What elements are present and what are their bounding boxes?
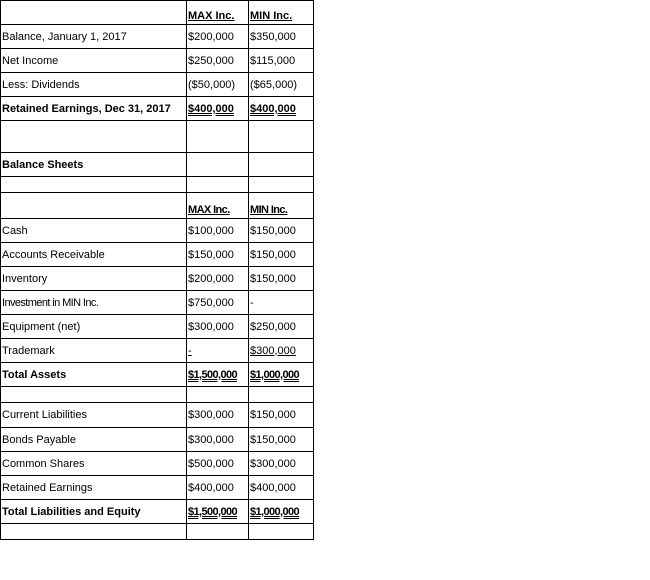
bs-asset-row	[0, 243, 314, 267]
bs-total-min: $1,000,000	[249, 363, 314, 386]
bs-row-min: $150,000	[249, 267, 314, 290]
bs-row-label: Accounts Receivable	[0, 243, 187, 266]
blank-cell	[249, 387, 314, 402]
blank-row	[0, 121, 314, 153]
bs-row-label: Inventory	[0, 267, 187, 290]
bs-liab-row	[0, 476, 314, 500]
re-row-balance-jan	[0, 25, 314, 49]
bs-row-min: -	[249, 291, 314, 314]
bs-row-min: $150,000	[249, 403, 314, 427]
bs-row-min: $150,000	[249, 219, 314, 242]
blank-cell	[249, 177, 314, 192]
bs-row-max: $200,000	[187, 267, 249, 290]
blank-cell	[187, 121, 249, 152]
bs-row-min: $250,000	[249, 315, 314, 338]
blank-cell	[0, 524, 187, 539]
bs-row-label: Trademark	[0, 339, 187, 362]
bs-asset-row	[0, 339, 314, 363]
bs-row-max: $100,000	[187, 219, 249, 242]
bs-header-min: MIN Inc.	[249, 193, 314, 218]
bs-row-min: $150,000	[249, 243, 314, 266]
re-row-ending-balance	[0, 97, 314, 121]
bs-liab-row	[0, 428, 314, 452]
bs-title: Balance Sheets	[0, 153, 187, 176]
bs-liab-row	[0, 452, 314, 476]
re-header-row	[0, 0, 314, 25]
blank-cell	[187, 177, 249, 192]
bs-row-label: Investment in MIN Inc.	[0, 291, 187, 314]
blank-cell	[187, 153, 249, 176]
bs-row-label: Retained Earnings	[0, 476, 187, 499]
bs-row-min: $150,000	[249, 428, 314, 451]
bs-row-min: $300,000	[249, 339, 314, 362]
bs-header-max: MAX Inc.	[187, 193, 249, 218]
bs-row-max: $500,000	[187, 452, 249, 475]
re-row-label: Retained Earnings, Dec 31, 2017	[0, 97, 187, 120]
re-row-max: $200,000	[187, 25, 249, 48]
blank-cell	[187, 524, 249, 539]
bs-row-max: $750,000	[187, 291, 249, 314]
blank-cell	[0, 387, 187, 402]
blank-cell	[187, 387, 249, 402]
blank-cell	[0, 177, 187, 192]
re-row-min: $115,000	[249, 49, 314, 72]
re-row-max: $400,000	[187, 97, 249, 120]
bs-row-max: $300,000	[187, 428, 249, 451]
bs-row-max: $150,000	[187, 243, 249, 266]
re-row-dividends	[0, 73, 314, 97]
bs-row-label: Cash	[0, 219, 187, 242]
re-row-max: ($50,000)	[187, 73, 249, 96]
bs-row-min: $400,000	[249, 476, 314, 499]
re-header-min: MIN Inc.	[249, 1, 314, 24]
bs-title-row	[0, 153, 314, 177]
re-header-label-cell	[0, 1, 187, 24]
re-header-max: MAX Inc.	[187, 1, 249, 24]
bs-row-label: Common Shares	[0, 452, 187, 475]
blank-cell	[0, 121, 187, 152]
bs-total-liab-row	[0, 500, 314, 524]
bs-asset-row	[0, 291, 314, 315]
bs-row-label: Equipment (net)	[0, 315, 187, 338]
bs-total-min: $1,000,000	[249, 500, 314, 523]
bs-total-label: Total Liabilities and Equity	[0, 500, 187, 523]
bs-row-min: $300,000	[249, 452, 314, 475]
re-row-min: ($65,000)	[249, 73, 314, 96]
bs-row-max: -	[187, 339, 249, 362]
re-row-min: $350,000	[249, 25, 314, 48]
blank-cell	[249, 121, 314, 152]
re-row-label: Net Income	[0, 49, 187, 72]
blank-row	[0, 387, 314, 403]
bs-total-max: $1,500,000	[187, 500, 249, 523]
spreadsheet	[0, 0, 314, 540]
bs-total-assets-row	[0, 363, 314, 387]
re-row-label: Less: Dividends	[0, 73, 187, 96]
bs-asset-row	[0, 267, 314, 291]
bs-row-max: $300,000	[187, 403, 249, 427]
bs-row-max: $300,000	[187, 315, 249, 338]
bs-asset-row	[0, 219, 314, 243]
bs-asset-row	[0, 315, 314, 339]
bs-header-label-cell	[0, 193, 187, 218]
bs-total-max: $1,500,000	[187, 363, 249, 386]
blank-cell	[249, 153, 314, 176]
bs-row-label: Bonds Payable	[0, 428, 187, 451]
bs-total-label: Total Assets	[0, 363, 187, 386]
blank-cell	[249, 524, 314, 539]
blank-row	[0, 524, 314, 540]
re-row-net-income	[0, 49, 314, 73]
blank-row	[0, 177, 314, 193]
bs-liab-row	[0, 403, 314, 428]
bs-row-max: $400,000	[187, 476, 249, 499]
bs-header-row	[0, 193, 314, 219]
re-row-label: Balance, January 1, 2017	[0, 25, 187, 48]
bs-row-label: Current Liabilities	[0, 403, 187, 427]
re-row-min: $400,000	[249, 97, 314, 120]
re-row-max: $250,000	[187, 49, 249, 72]
